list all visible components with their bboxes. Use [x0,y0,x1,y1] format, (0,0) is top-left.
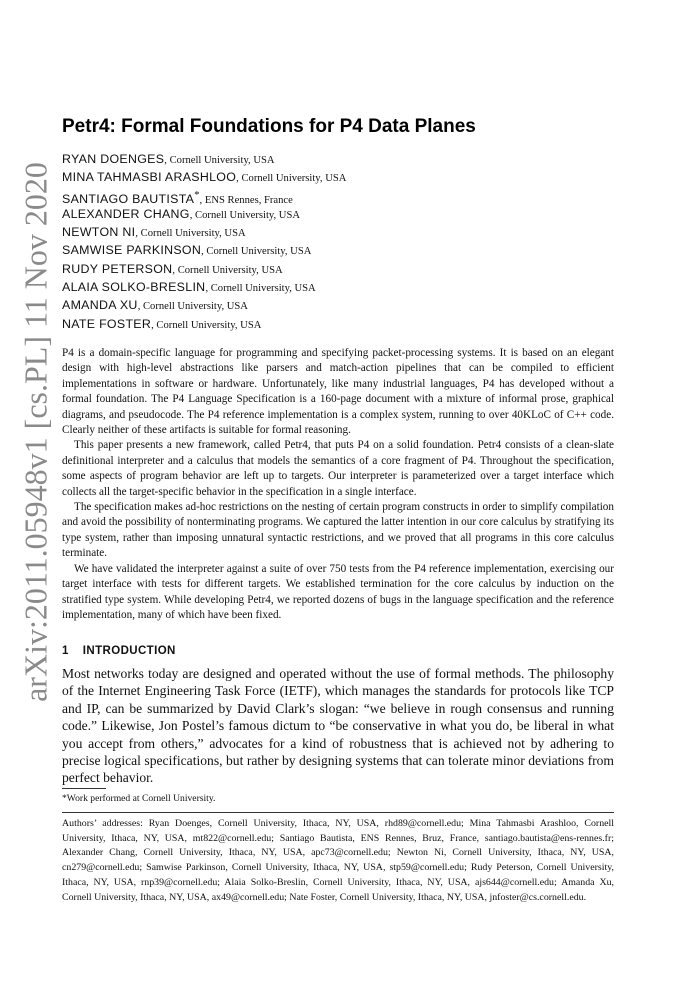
author-affiliation: , Cornell University, USA [164,155,275,166]
section-heading [62,645,176,657]
author-name: ALAIA SOLKO-BRESLIN [62,280,206,295]
addresses-rule [62,812,614,813]
abstract-paragraph: We have validated the interpreter against a suite of over 750 tests from the P4 reference implementation, exercising our target interface with tests for different targets. We established termination for the core calculus by induction on the stratified type system. While developing Petr4, we reported dozens of bugs in the language specification and the reference implementation, many of which have been fixed. [62,562,614,621]
footnote: *Work performed at Cornell University. [62,793,216,804]
author-entry [62,187,622,205]
author-entry [62,260,622,278]
author-entry [62,315,622,333]
arxiv-watermark [14,162,58,702]
author-addresses: Authors’ addresses: Ryan Doenges, Cornell University, Ithaca, NY, USA, rhd89@cornell.edu; Mina Tahmasbi Arashloo, Cornell University, Ithaca, NY, USA, mt822@cornell.edu; Santiago Bautista, ENS Rennes, Bruz, France, santiago.bautista@ens-rennes.fr; Alexander Chang, Cornell University, Ithaca, NY, USA, apc73@cornell.edu; Newton Ni, Cornell University, Ithaca, NY, USA, cn279@cornell.edu; Samwise Parkinson, Cornell University, Ithaca, NY, USA, stp59@cornell.edu; Rudy Peterson, Cornell University, Ithaca, NY, USA, rnp39@cornell.edu; Alaia Solko-Breslin, Cornell University, Ithaca, NY, USA, ajs644@cornell.edu; Amanda Xu, Cornell University, Ithaca, NY, USA, ax49@cornell.edu; Nate Foster, Cornell University, Ithaca, NY, USA, jnfoster@cs.cornell.edu. [62,818,614,903]
author-affiliation: , Cornell University, USA [205,283,316,295]
author-affiliation: , Cornell University, USA [236,173,347,185]
abstract [62,346,614,623]
footnote-marker: * [194,189,200,201]
author-name: NEWTON NI [62,225,136,240]
footnote-rule [62,788,106,789]
author-affiliation: , Cornell University, USA [137,301,248,313]
author-affiliation: , Cornell University, USA [135,228,246,240]
section-number: 1 [62,645,69,657]
section-title: INTRODUCTION [82,645,176,657]
author-name: RYAN DOENGES [62,152,165,166]
author-entry [62,150,622,168]
author-affiliation: , Cornell University, USA [172,264,283,276]
author-name: MINA TAHMASBI ARASHLOO [62,170,237,185]
arxiv-watermark-text: arXiv:2011.05948v1 [cs.PL] 11 Nov 2020 [17,162,54,702]
author-entry [62,278,622,296]
author-name: SANTIAGO BAUTISTA [62,191,195,206]
author-entry [62,241,622,259]
abstract-paragraph: The specification makes ad-hoc restrictions on the nesting of certain program constructs in order to simplify compilation and avoid the possibility of nonterminating programs. We captured the latter intention in our core calculus by stratifying its type system, rather than imposing unnatural syntactic restrictions, and we proved that all programs in this core calculus terminate. [62,501,614,560]
author-entry [62,296,622,314]
abstract-paragraph: P4 is a domain-specific language for programming and specifying packet-processing systems. It is based on an elegant design with high-level abstractions like parsers and match-action pipelines that can be compiled to efficient implementations in software or hardware. Unfortunately, like many industrial languages, P4 has developed without a formal foundation. The P4 Language Specification is a 160-page document with a mixture of informal prose, graphical diagrams, and pseudocode. The P4 reference implementation is a complex system, running to over 40KLoC of C++ code. Clearly neither of these artifacts is suitable for formal reasoning. [62,347,614,437]
author-affiliation: , Cornell University, USA [201,246,312,258]
author-affiliation: , Cornell University, USA [151,319,262,331]
author-name: SAMWISE PARKINSON [62,243,202,258]
author-entry [62,223,622,241]
abstract-paragraph: This paper presents a new framework, called Petr4, that puts P4 on a solid foundation. Petr4 consists of a clean-slate definitional interpreter and a calculus that models the semantics of a core fragment of P4. Throughout the specification, some aspects of program behavior are left up to targets. Our interpreter is parameterized over a target interface which collects all the target-specific behavior in the specification in a single interface. [62,439,614,498]
author-entry [62,205,622,223]
author-affiliation: , ENS Rennes, France [199,194,293,206]
author-name: RUDY PETERSON [62,261,173,276]
author-name: ALEXANDER CHANG [62,206,190,221]
paper-title: Petr4: Formal Foundations for P4 Data Planes [62,116,476,137]
author-name: AMANDA XU [62,298,138,313]
author-name: NATE FOSTER [62,316,152,331]
author-list [62,150,622,333]
intro-paragraph: Most networks today are designed and operated without the use of formal methods. The philosophy of the Internet Engineering Task Force (IETF), which manages the standards for protocols like TCP and IP, can be summarized by David Clark’s slogan: “we believe in rough consensus and running code.” Likewise, Jon Postel’s famous dictum to “be conservative in what you do, be liberal in what you accept from others,” advocates for a kind of robustness that is achieved not by adhering to precise logical specifications, but rather by designing systems that can tolerate minor deviations from perfect behavior. [62,666,614,786]
author-affiliation: , Cornell University, USA [189,209,300,221]
author-entry [62,168,622,186]
